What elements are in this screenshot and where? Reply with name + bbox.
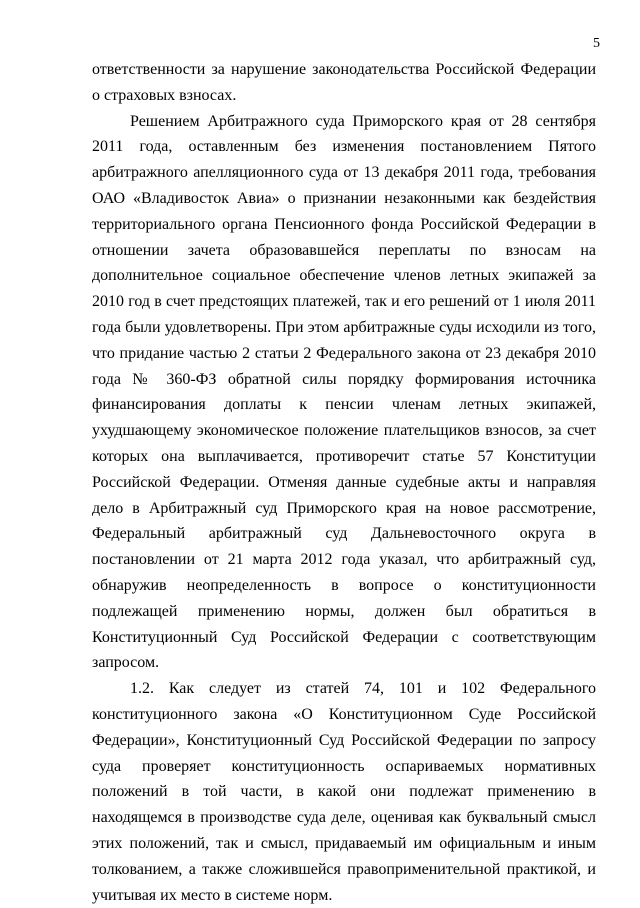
paragraph-continuation: ответственности за нарушение законодательства Российской Федерации о страховых взносах. xyxy=(92,61,596,104)
document-body xyxy=(92,57,596,908)
paragraph-court-decision: Решением Арбитражного суда Приморского края от 28 сентября 2011 года, оставленным без изменения постановлением Пятого арбитражного апелляционного суда от 13 декабря 2011 года, требования ОАО «Владивосток Авиа» о признании незаконными как бездействия территориального органа Пенсионного фонда Российской Федерации в отношении зачета образовавшейся переплаты по взносам на дополнительное социальное обеспечение членов летных экипажей за 2010 год в счет предстоящих платежей, так и его решений от 1 июля 2011 года были удовлетворены. При этом арбитражные суды исходили из того, что придание частью 2 статьи 2 Федерального закона от 23 декабря 2010 года № 360-ФЗ обратной силы порядку формирования источника финансирования доплаты к пенсии членам летных экипажей, ухудшающему экономическое положение плательщиков взносов, за счет которых она выплачивается, противоречит статье 57 Конституции Российской Федерации. Отменяя данные судебные акты и направляя дело в Арбитражный суд Приморского края на новое рассмотрение, Федеральный арбитражный суд Дальневосточного округа в постановлении от 21 марта 2012 года указал, что арбитражный суд, обнаружив неопределенность в вопросе о конституционности подлежащей применению нормы, должен был обратиться в Конституционный Суд Российской Федерации с соответствующим запросом. xyxy=(92,112,596,672)
paragraph-section-1-2: 1.2. Как следует из статей 74, 101 и 102 Федерального конституционного закона «О Конституционном Суде Российской Федерации», Конституционный Суд Российской Федерации по запросу суда проверяет конституционность оспариваемых нормативных положений в той части, в какой они подлежат применению в находящемся в производстве суда деле, оценивая как буквальный смысл этих положений, так и смысл, придаваемый им официальным и иным толкованием, а также сложившейся правоприменительной практикой, и учитывая их место в системе норм. xyxy=(92,680,596,904)
page-number: 5 xyxy=(593,36,600,51)
